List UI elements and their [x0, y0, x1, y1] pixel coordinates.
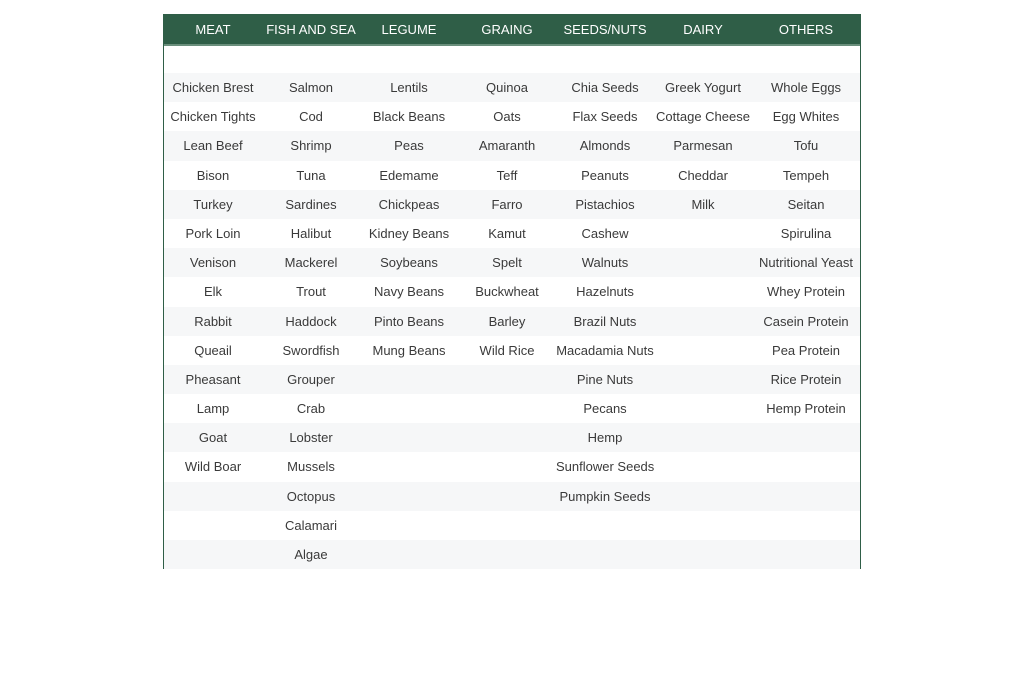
table-cell: Shrimp — [290, 138, 332, 154]
table-cell: Soybeans — [380, 255, 438, 271]
column-header-fish-and-sea: FISH AND SEA — [266, 22, 356, 37]
table-row — [164, 336, 860, 365]
table-cell: Navy Beans — [373, 284, 445, 300]
table-cell: Cheddar — [678, 167, 728, 183]
table-cell: Whole Eggs — [770, 80, 842, 95]
table-cell: Flax Seeds — [572, 109, 638, 125]
table-cell: Wild Rice — [479, 342, 535, 358]
table-cell — [654, 248, 752, 277]
table-cell: Trout — [296, 284, 326, 300]
table-cell: Kamut — [488, 225, 526, 241]
table-cell — [654, 365, 752, 394]
table-cell: Egg Whites — [772, 109, 840, 125]
table-cell: Lentils — [390, 80, 428, 95]
table-cell: Cod — [299, 109, 323, 125]
table-cell: Hemp — [587, 430, 623, 446]
table-cell — [654, 482, 752, 511]
table-cell — [360, 482, 458, 511]
table-cell: Rice Protein — [770, 371, 842, 387]
table-cell: Macadamia Nuts — [556, 342, 654, 358]
table-cell: Chia Seeds — [571, 80, 639, 95]
table-cell — [654, 307, 752, 336]
table-cell: Edemame — [379, 167, 439, 183]
table-cell — [164, 540, 262, 569]
table-cell: Pork Loin — [185, 225, 241, 241]
table-cell: Mussels — [287, 459, 335, 475]
table-cell — [360, 511, 458, 540]
table-cell: Nutritional Yeast — [759, 255, 853, 271]
table-cell: Hemp Protein — [766, 401, 846, 417]
table-row — [164, 277, 860, 306]
table-cell: Almonds — [579, 138, 631, 154]
table-cell: Pheasant — [185, 371, 241, 387]
table-cell: Lobster — [289, 430, 333, 446]
table-cell: Spirulina — [780, 225, 832, 241]
table-row — [164, 161, 860, 190]
table-cell: Crab — [296, 401, 326, 417]
table-cell: Wild Boar — [184, 459, 242, 475]
table-cell: Barley — [488, 313, 526, 329]
table-row — [164, 248, 860, 277]
table-cell: Swordfish — [282, 342, 340, 358]
table-cell — [752, 540, 860, 569]
table-cell: Goat — [198, 430, 228, 446]
table-cell: Cashew — [581, 225, 629, 241]
table-cell: Whey Protein — [766, 284, 846, 300]
table-row — [164, 482, 860, 511]
table-cell — [360, 365, 458, 394]
table-cell: Calamari — [284, 517, 337, 533]
table-cell — [752, 511, 860, 540]
table-cell — [752, 452, 860, 481]
table-cell — [556, 511, 654, 540]
protein-sources-table — [163, 14, 861, 569]
table-cell — [458, 394, 556, 423]
table-cell — [458, 511, 556, 540]
table-cell: Lean Beef — [183, 138, 243, 154]
table-cell — [654, 540, 752, 569]
table-cell: Amaranth — [478, 138, 536, 154]
header-spacer — [164, 46, 860, 73]
table-cell: Venison — [189, 255, 237, 271]
table-row — [164, 423, 860, 452]
table-cell: Brazil Nuts — [573, 313, 637, 329]
table-cell: Chickpeas — [378, 196, 440, 212]
table-cell: Greek Yogurt — [665, 80, 741, 95]
table-cell: Parmesan — [673, 138, 733, 154]
table-cell — [360, 540, 458, 569]
table-cell — [458, 365, 556, 394]
column-header-others: OTHERS — [778, 22, 834, 37]
table-cell: Pistachios — [575, 196, 635, 212]
table-cell: Farro — [491, 196, 523, 212]
table-cell — [360, 394, 458, 423]
table-cell: Walnuts — [581, 255, 629, 271]
table-cell — [360, 452, 458, 481]
table-row — [164, 219, 860, 248]
table-cell: Grouper — [287, 371, 335, 387]
table-row — [164, 190, 860, 219]
table-cell — [654, 277, 752, 306]
table-cell: Algae — [294, 547, 328, 562]
table-cell — [654, 511, 752, 540]
table-cell: Pecans — [583, 401, 627, 417]
table-cell — [458, 423, 556, 452]
table-cell: Buckwheat — [475, 284, 539, 300]
table-cell: Mung Beans — [372, 342, 446, 358]
table-cell — [654, 336, 752, 365]
table-row — [164, 73, 860, 102]
table-cell: Turkey — [193, 196, 233, 212]
table-row — [164, 131, 860, 160]
table-row — [164, 365, 860, 394]
table-cell: Hazelnuts — [576, 284, 634, 300]
table-cell — [458, 452, 556, 481]
table-row — [164, 511, 860, 540]
table-cell — [654, 394, 752, 423]
column-header-seeds-nuts: SEEDS/NUTS — [563, 22, 647, 37]
table-cell: Kidney Beans — [368, 225, 450, 241]
table-cell: Black Beans — [372, 109, 446, 125]
table-cell: Rabbit — [194, 313, 232, 329]
table-cell: Salmon — [288, 80, 334, 95]
table-cell: Haddock — [285, 313, 337, 329]
table-cell: Sunflower Seeds — [556, 459, 654, 475]
table-cell: Mackerel — [284, 255, 338, 271]
table-cell: Pine Nuts — [576, 371, 634, 387]
table-cell: Oats — [493, 109, 521, 125]
table-cell — [164, 482, 262, 511]
table-cell: Bison — [196, 167, 230, 183]
table-cell: Chicken Tights — [170, 109, 256, 125]
table-cell: Peas — [394, 138, 424, 154]
table-cell: Quinoa — [486, 80, 528, 95]
column-header-dairy: DAIRY — [683, 22, 723, 37]
table-cell: Tempeh — [782, 167, 830, 183]
table-cell: Octopus — [286, 488, 336, 504]
table-header-row — [164, 15, 860, 46]
table-cell: Chicken Brest — [172, 80, 254, 95]
table-row — [164, 102, 860, 131]
table-cell: Lamp — [196, 401, 230, 417]
table-cell: Pinto Beans — [373, 313, 445, 329]
table-cell: Halibut — [290, 225, 332, 241]
table-cell: Sardines — [285, 196, 337, 212]
table-cell: Cottage Cheese — [656, 109, 750, 125]
table-cell: Queail — [194, 342, 232, 358]
column-header-legume: LEGUME — [381, 22, 437, 37]
table-cell — [752, 423, 860, 452]
table-cell — [654, 219, 752, 248]
table-cell — [164, 511, 262, 540]
table-cell: Casein Protein — [763, 313, 849, 329]
table-row — [164, 540, 860, 569]
table-cell: Seitan — [787, 196, 825, 212]
table-cell: Milk — [691, 196, 715, 212]
table-cell: Pumpkin Seeds — [559, 488, 651, 504]
column-header-meat: MEAT — [195, 22, 231, 37]
table-cell — [556, 540, 654, 569]
table-cell — [458, 482, 556, 511]
table-row — [164, 394, 860, 423]
table-cell — [654, 452, 752, 481]
table-row — [164, 307, 860, 336]
table-body — [164, 73, 860, 569]
table-cell: Teff — [496, 167, 518, 183]
table-cell — [654, 423, 752, 452]
table-cell: Elk — [203, 284, 223, 300]
table-cell — [752, 482, 860, 511]
table-cell: Spelt — [492, 255, 522, 271]
column-header-graing: GRAING — [481, 22, 533, 37]
table-row — [164, 452, 860, 481]
table-cell: Pea Protein — [772, 342, 840, 358]
table-cell — [458, 540, 556, 569]
table-cell — [360, 423, 458, 452]
table-cell: Tuna — [296, 167, 326, 183]
table-cell: Tofu — [793, 138, 819, 154]
table-cell: Peanuts — [581, 167, 629, 183]
